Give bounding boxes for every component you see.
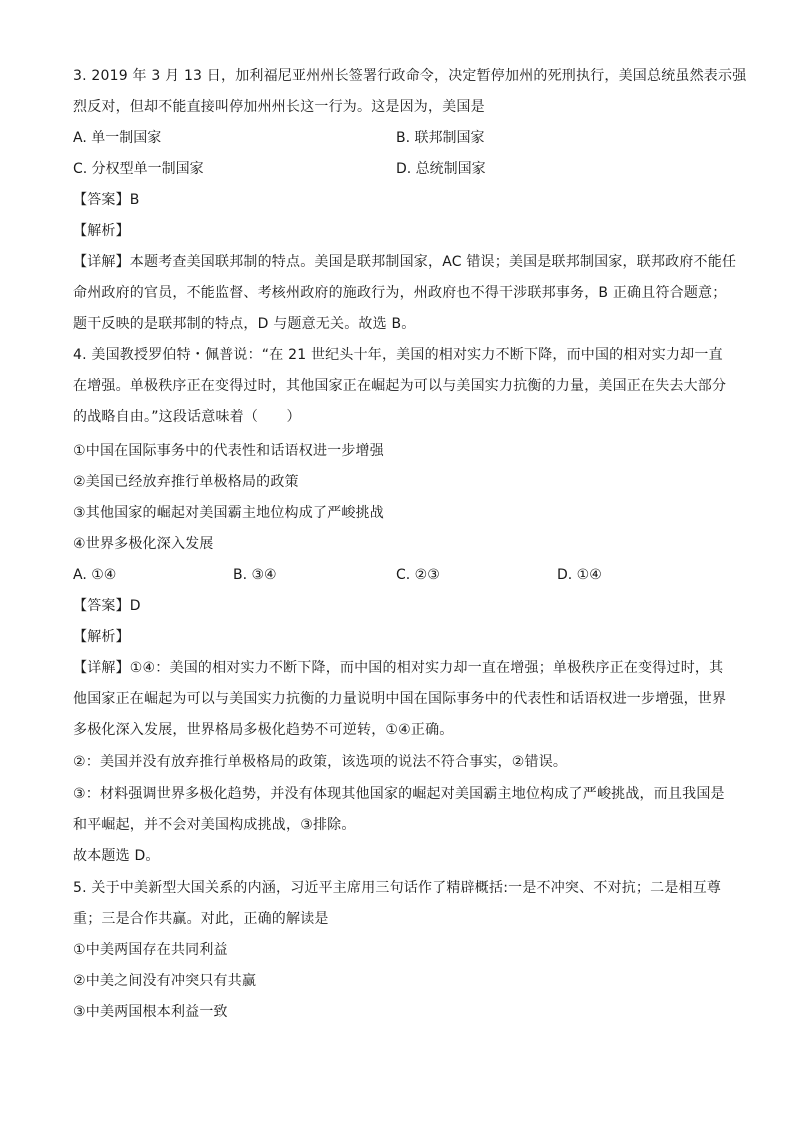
q4-item-1: ①中国在国际事务中的代表性和话语权进一步增强 (73, 443, 384, 459)
q4-stem-line-2: 在增强。单极秩序正在变得过时，其他国家正在崛起为可以与美国实力抗衡的力量，美国正在失去大部分 (73, 378, 727, 394)
q3-stem-line-1: 3. 2019 年 3 月 13 日，加利福尼亚州州长签署行政命令，决定暂停加州的死刑执行，美国总统虽然表示强 (73, 68, 747, 84)
q4-detail-line-1: 【详解】①④：美国的相对实力不断下降，而中国的相对实力却一直在增强；单极秩序正在变得过时，其 (73, 660, 724, 676)
q3-detail-line-3: 题干反映的是联邦制的特点，D 与题意无关。故选 B。 (73, 316, 416, 332)
q3-detail-line-2: 命州政府的官员，不能监督、考核州政府的施政行为，州政府也不得干涉联邦事务，B 正确且符合题意； (73, 285, 727, 301)
q5-item-2: ②中美之间没有冲突只有共赢 (73, 973, 257, 989)
q3-stem-line-2: 烈反对，但却不能直接叫停加州州长这一行为。这是因为，美国是 (73, 99, 485, 115)
q4-item-3: ③其他国家的崛起对美国霸主地位构成了严峻挑战 (73, 505, 384, 521)
q4-item-4: ④世界多极化深入发展 (73, 536, 214, 552)
q4-detail-line-6: 和平崛起，并不会对美国构成挑战，③排除。 (73, 817, 356, 833)
q3-analysis-heading: 【解析】 (73, 223, 130, 239)
q4-option-c: C. ②③ (396, 567, 440, 583)
q3-option-c: C. 分权型单一制国家 (73, 161, 204, 177)
q4-answer: 【答案】D (73, 598, 141, 614)
q3-answer: 【答案】B (73, 192, 140, 208)
q4-stem-line-1: 4. 美国教授罗伯特・佩普说：“在 21 世纪头十年，美国的相对实力不断下降，而中国的相对实力却一直 (73, 347, 723, 363)
q4-option-d: D. ①④ (557, 567, 602, 583)
q5-stem-line-1: 5. 关于中美新型大国关系的内涵，习近平主席用三句话作了精辟概括:一是不冲突、不对抗；二是相互尊 (73, 880, 722, 896)
q3-option-d: D. 总统制国家 (396, 161, 486, 177)
q4-conclusion: 故本题选 D。 (73, 848, 160, 864)
q5-stem-line-2: 重；三是合作共赢。对此，正确的解读是 (73, 911, 329, 927)
q4-option-a: A. ①④ (73, 567, 117, 583)
q5-item-3: ③中美两国根本利益一致 (73, 1004, 228, 1020)
q4-detail-line-3: 多极化深入发展，世界格局多极化趋势不可逆转，①④正确。 (73, 722, 454, 738)
q3-option-a: A. 单一制国家 (73, 130, 162, 146)
q4-option-b: B. ③④ (233, 567, 277, 583)
q5-item-1: ①中美两国存在共同利益 (73, 942, 228, 958)
q3-detail-line-1: 【详解】本题考查美国联邦制的特点。美国是联邦制国家，AC 错误；美国是联邦制国家，联邦政府不能任 (73, 254, 737, 270)
q4-detail-line-4: ②：美国并没有放弃推行单极格局的政策，该选项的说法不符合事实，②错误。 (73, 754, 568, 770)
q3-option-b: B. 联邦制国家 (396, 130, 485, 146)
q4-detail-line-2: 他国家正在崛起为可以与美国实力抗衡的力量说明中国在国际事务中的代表性和话语权进一步增强，世界 (73, 691, 727, 707)
q4-detail-line-5: ③：材料强调世界多极化趋势，并没有体现其他国家的崛起对美国霸主地位构成了严峻挑战，而且我国是 (73, 786, 725, 802)
q4-item-2: ②美国已经放弃推行单极格局的政策 (73, 474, 299, 490)
q4-analysis-heading: 【解析】 (73, 629, 130, 645)
q4-stem-line-3: 的战略自由。”这段话意味着（ ） (73, 409, 301, 425)
